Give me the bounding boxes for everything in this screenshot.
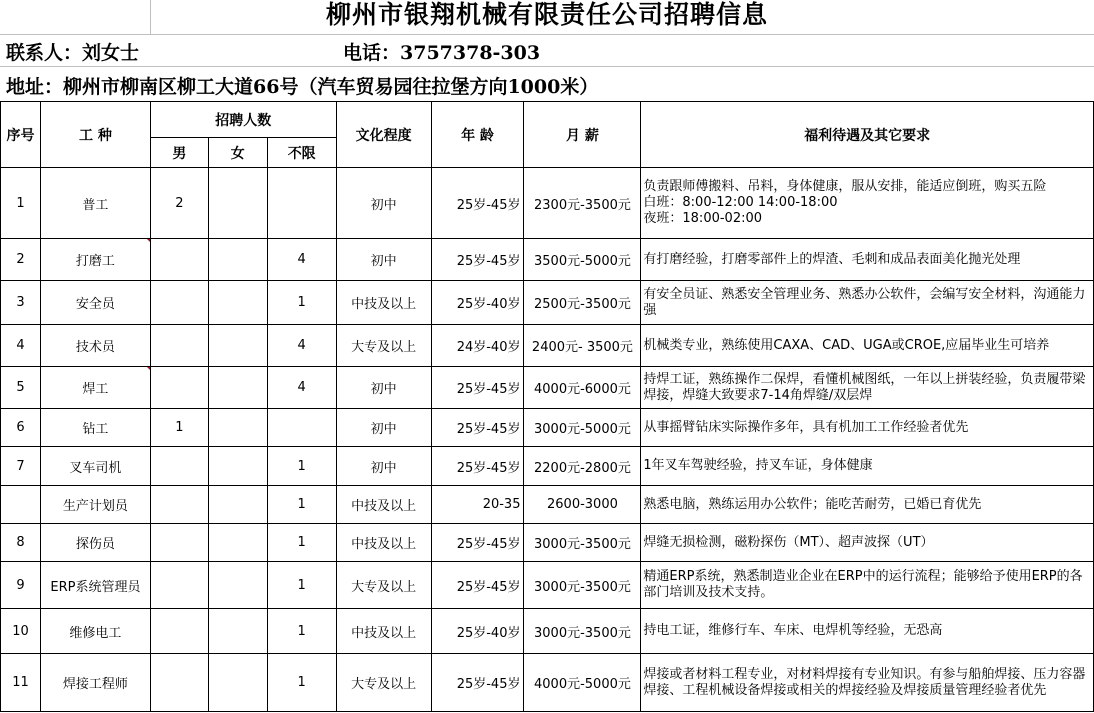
count-male (150, 281, 208, 325)
count-male: 2 (150, 168, 208, 239)
requirements: 持焊工证，熟练操作二保焊，看懂机械图纸，一年以上拼装经验，负责履带梁焊接，焊缝大致要求7-14角焊缝/双层焊 (641, 367, 1094, 409)
count-any: 1 (267, 562, 336, 609)
table-row (1, 562, 1094, 609)
recruitment-table (0, 101, 1094, 712)
header-male: 男 (150, 138, 208, 168)
requirements: 持电工证，维修行车、车床、电焊机等经验，无恐高 (641, 609, 1094, 654)
salary: 2300元-3500元 (524, 168, 641, 239)
header-female: 女 (208, 138, 267, 168)
count-any: 1 (267, 524, 336, 562)
contact-phone: 电话：3757378-303 (343, 42, 541, 64)
job-title: 打磨工 (40, 239, 150, 281)
row-number: 6 (1, 409, 41, 447)
salary: 3000元-3500元 (524, 609, 641, 654)
requirements: 1年叉车驾驶经验，持叉车证，身体健康 (641, 447, 1094, 486)
header-job: 工 种 (40, 102, 150, 168)
education: 大专及以上 (336, 325, 431, 367)
table-row (1, 609, 1094, 654)
row-number: 8 (1, 524, 41, 562)
count-female (208, 562, 267, 609)
header-education: 文化程度 (336, 102, 431, 168)
count-any: 4 (267, 325, 336, 367)
salary: 2500元-3500元 (524, 281, 641, 325)
age-range: 20-35 (431, 486, 524, 524)
requirements: 焊缝无损检测，磁粉探伤（MT）、超声波探（UT） (641, 524, 1094, 562)
job-title: 维修电工 (40, 609, 150, 654)
age-range: 25岁-45岁 (431, 409, 524, 447)
requirements: 熟悉电脑，熟练运用办公软件；能吃苦耐劳，已婚已育优先 (641, 486, 1094, 524)
table-row (1, 447, 1094, 486)
count-any: 1 (267, 447, 336, 486)
row-number: 7 (1, 447, 41, 486)
header-any: 不限 (267, 138, 336, 168)
count-male (150, 486, 208, 524)
salary: 2600-3000 (524, 486, 641, 524)
count-female (208, 486, 267, 524)
education: 大专及以上 (336, 654, 431, 712)
job-title: 技术员 (40, 325, 150, 367)
count-any: 1 (267, 281, 336, 325)
contact-person: 联系人：刘女士 (6, 42, 140, 64)
table-row (1, 325, 1094, 367)
table-row (1, 409, 1094, 447)
education: 大专及以上 (336, 562, 431, 609)
count-any (267, 168, 336, 239)
header-salary: 月 薪 (524, 102, 641, 168)
header-no: 序号 (1, 102, 41, 168)
education: 中技及以上 (336, 486, 431, 524)
grid-line (150, 0, 151, 34)
count-male (150, 654, 208, 712)
salary: 3500元-5000元 (524, 239, 641, 281)
row-number: 1 (1, 168, 41, 239)
row-number: 11 (1, 654, 41, 712)
page-title: 柳州市银翔机械有限责任公司招聘信息 (325, 0, 768, 29)
address-row (0, 67, 1094, 100)
count-female (208, 239, 267, 281)
job-title: 生产计划员 (40, 486, 150, 524)
age-range: 25岁-45岁 (431, 168, 524, 239)
count-male (150, 325, 208, 367)
count-male: 1 (150, 409, 208, 447)
count-female (208, 281, 267, 325)
count-any: 1 (267, 654, 336, 712)
job-title: 焊接工程师 (40, 654, 150, 712)
requirements: 机械类专业，熟练使用CAXA、CAD、UGA或CROE,应届毕业生可培养 (641, 325, 1094, 367)
row-number: 2 (1, 239, 41, 281)
header-count: 招聘人数 (150, 102, 336, 138)
count-female (208, 168, 267, 239)
table-row (1, 524, 1094, 562)
salary: 3000元-3500元 (524, 562, 641, 609)
salary: 4000元-6000元 (524, 367, 641, 409)
age-range: 25岁-45岁 (431, 654, 524, 712)
education: 初中 (336, 239, 431, 281)
count-male (150, 367, 208, 409)
age-range: 25岁-45岁 (431, 367, 524, 409)
age-range: 25岁-45岁 (431, 239, 524, 281)
education: 初中 (336, 367, 431, 409)
education: 初中 (336, 168, 431, 239)
row-number (1, 486, 41, 524)
count-female (208, 409, 267, 447)
header-age: 年 龄 (431, 102, 524, 168)
job-title: 普工 (40, 168, 150, 239)
job-title: ERP系统管理员 (40, 562, 150, 609)
job-title: 安全员 (40, 281, 150, 325)
age-range: 25岁-45岁 (431, 562, 524, 609)
count-any: 1 (267, 486, 336, 524)
requirements: 有安全员证、熟悉安全管理业务、熟悉办公软件，会编写安全材料，沟通能力强 (641, 281, 1094, 325)
job-title: 焊工 (40, 367, 150, 409)
count-male (150, 609, 208, 654)
count-any: 4 (267, 239, 336, 281)
salary: 3000元-3500元 (524, 524, 641, 562)
education: 初中 (336, 447, 431, 486)
count-any: 4 (267, 367, 336, 409)
count-any (267, 409, 336, 447)
salary: 4000元-5000元 (524, 654, 641, 712)
table-row (1, 281, 1094, 325)
count-male (150, 524, 208, 562)
table-row (1, 239, 1094, 281)
count-female (208, 524, 267, 562)
education: 中技及以上 (336, 281, 431, 325)
requirements: 精通ERP系统，熟悉制造业企业在ERP中的运行流程；能够给予使用ERP的各部门培训及技术支持。 (641, 562, 1094, 609)
count-male (150, 447, 208, 486)
contact-row (0, 34, 1094, 66)
salary: 2400元- 3500元 (524, 325, 641, 367)
row-number: 10 (1, 609, 41, 654)
age-range: 25岁-45岁 (431, 447, 524, 486)
education: 初中 (336, 409, 431, 447)
address-text: 地址：柳州市柳南区柳工大道66号（汽车贸易园往拉堡方向1000米） (6, 76, 599, 98)
row-number: 4 (1, 325, 41, 367)
count-male (150, 562, 208, 609)
salary: 3000元-5000元 (524, 409, 641, 447)
education: 中技及以上 (336, 609, 431, 654)
table-row (1, 367, 1094, 409)
salary: 2200元-2800元 (524, 447, 641, 486)
table-row (1, 486, 1094, 524)
age-range: 25岁-40岁 (431, 609, 524, 654)
requirements: 焊接或者材料工程专业，对材料焊接有专业知识。有参与船舶焊接、压力容器焊接、工程机械设备焊接或相关的焊接经验及焊接质量管理经验者优先 (641, 654, 1094, 712)
header-welfare: 福利待遇及其它要求 (641, 102, 1094, 168)
table-row (1, 168, 1094, 239)
row-number: 3 (1, 281, 41, 325)
job-title: 叉车司机 (40, 447, 150, 486)
count-female (208, 447, 267, 486)
count-female (208, 367, 267, 409)
table-row (1, 654, 1094, 712)
count-male (150, 239, 208, 281)
row-number: 9 (1, 562, 41, 609)
age-range: 25岁-40岁 (431, 281, 524, 325)
count-female (208, 325, 267, 367)
requirements: 负责跟师傅搬料、吊料，身体健康，服从安排，能适应倒班，购买五险 白班：8:00-12:00 14:00-18:00 夜班：18:00-02:00 (641, 168, 1094, 239)
age-range: 24岁-40岁 (431, 325, 524, 367)
education: 中技及以上 (336, 524, 431, 562)
requirements: 有打磨经验，打磨零部件上的焊渣、毛刺和成品表面美化抛光处理 (641, 239, 1094, 281)
requirements: 从事摇臂钻床实际操作多年，具有机加工工作经验者优先 (641, 409, 1094, 447)
count-female (208, 654, 267, 712)
job-title: 探伤员 (40, 524, 150, 562)
count-any: 1 (267, 609, 336, 654)
count-female (208, 609, 267, 654)
row-number: 5 (1, 367, 41, 409)
job-title: 钻工 (40, 409, 150, 447)
age-range: 25岁-45岁 (431, 524, 524, 562)
